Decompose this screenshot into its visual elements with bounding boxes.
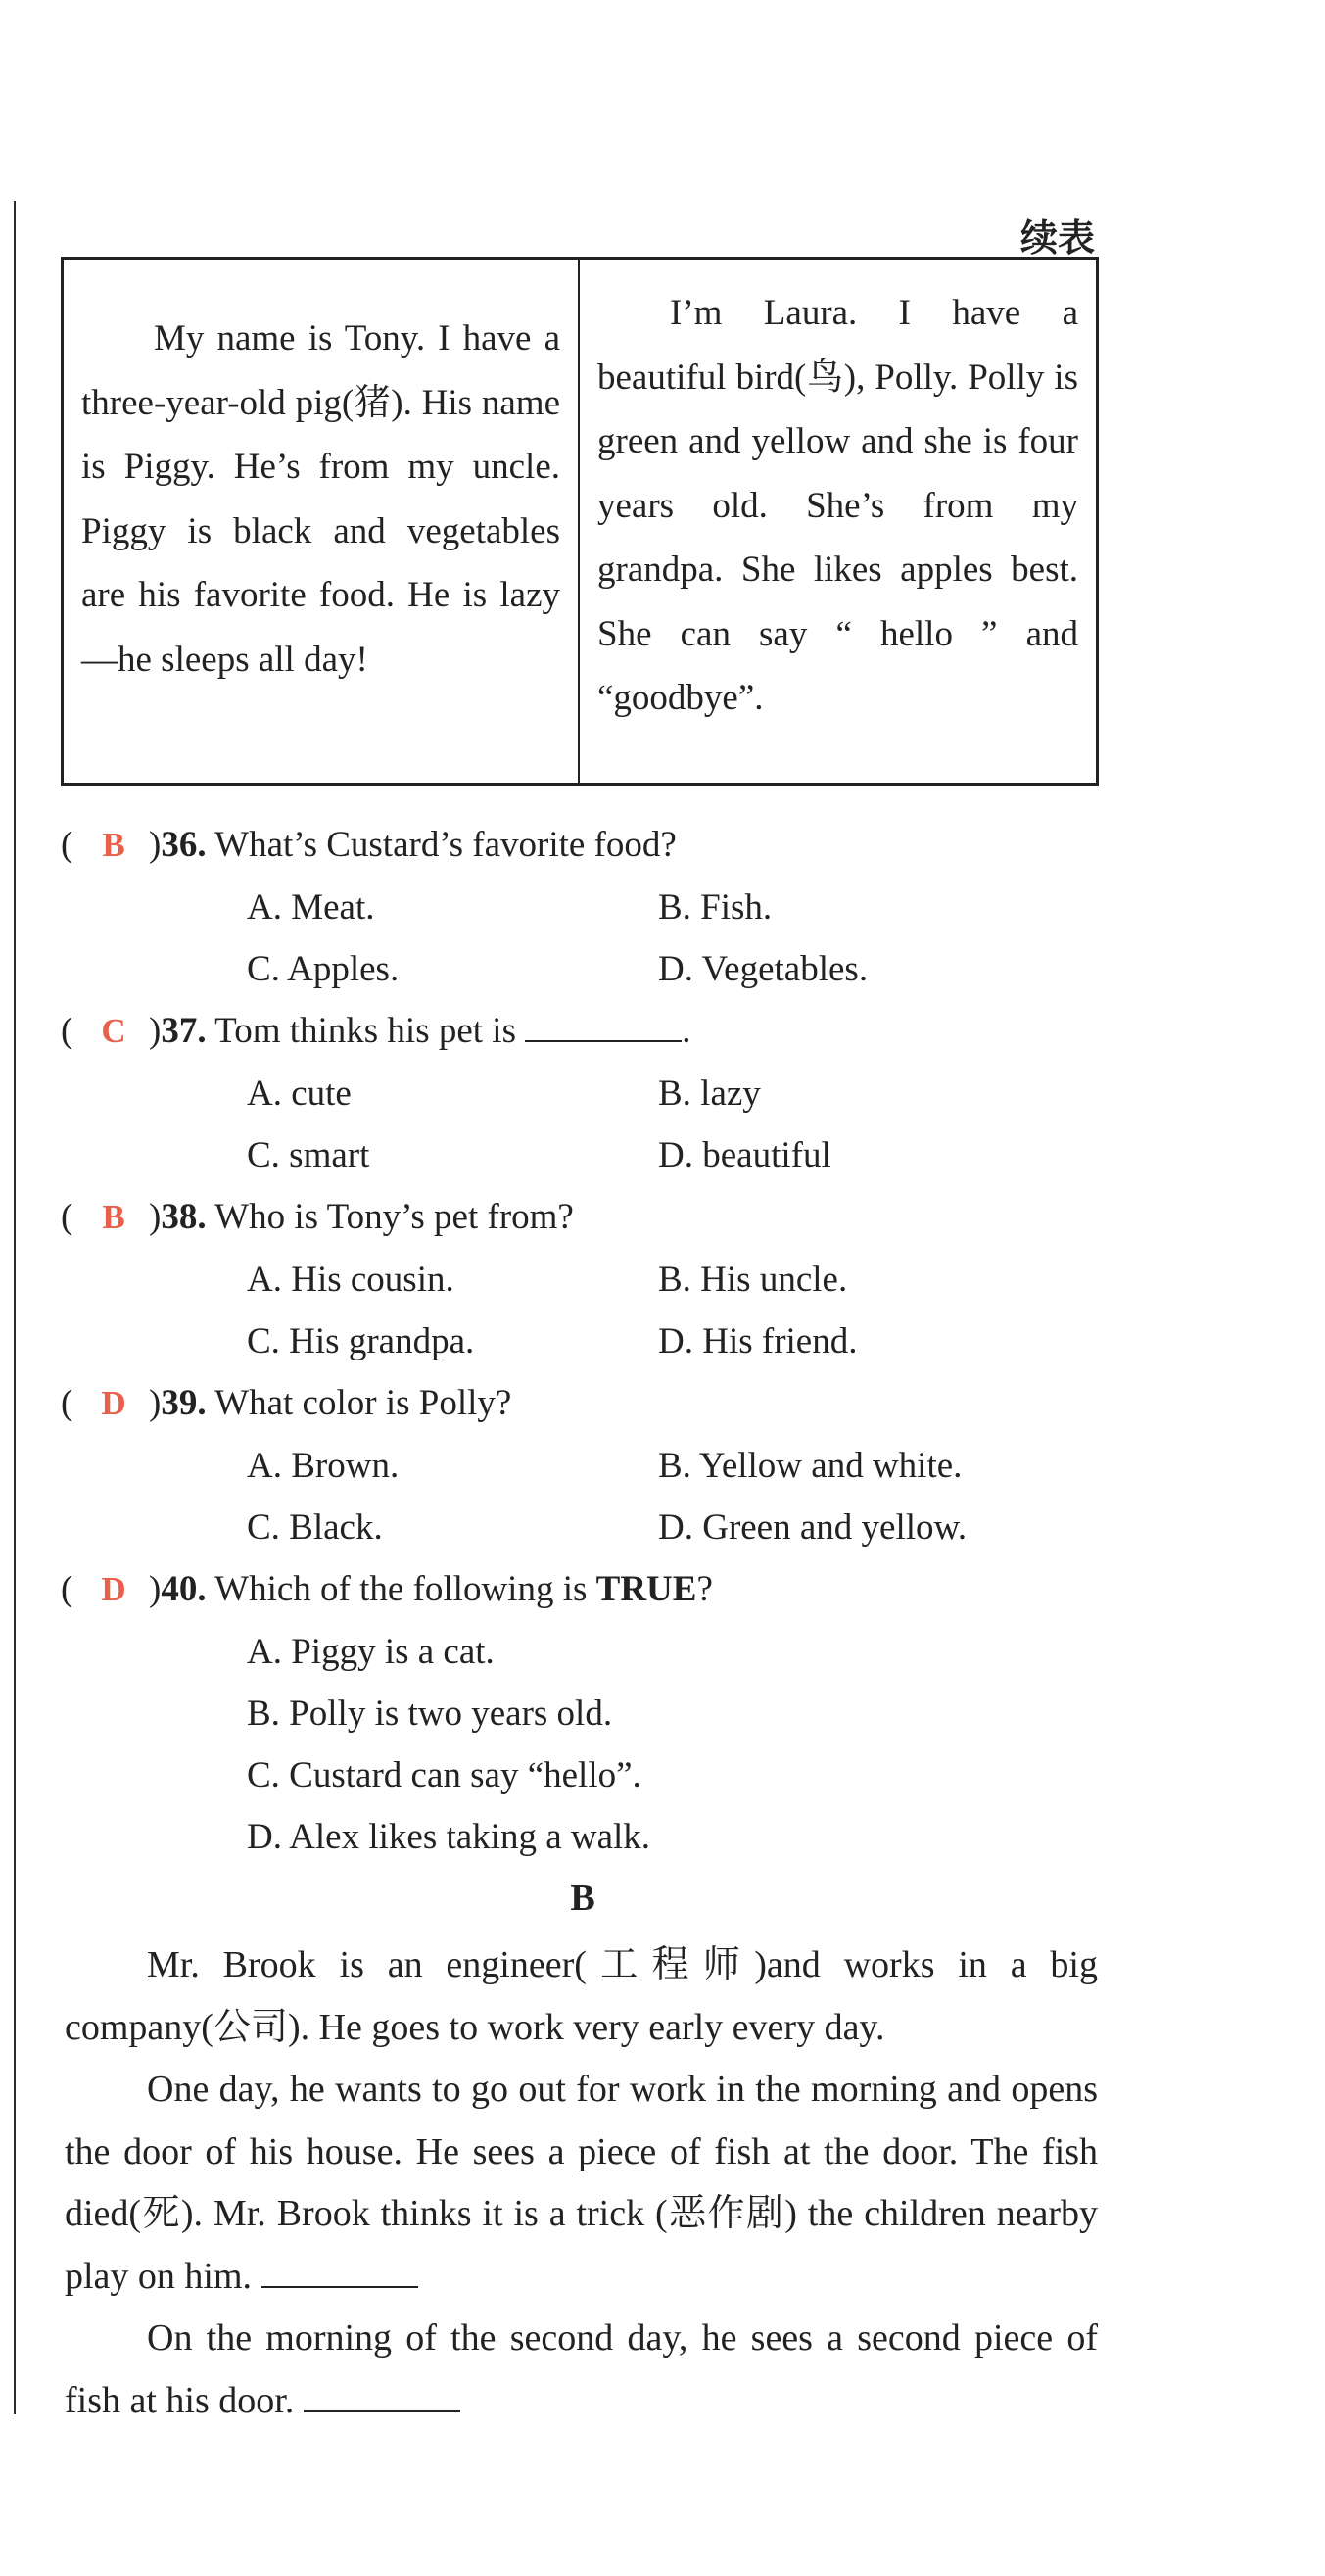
question-number: 38. <box>161 1197 207 1237</box>
option-38-b: B. His uncle. <box>658 1260 848 1300</box>
answer-blank <box>525 1011 682 1042</box>
question-text-end: . <box>682 1011 691 1051</box>
passage-tony <box>64 260 580 783</box>
option-36-a: A. Meat. <box>247 887 375 928</box>
paragraph-2 <box>65 2059 1098 2308</box>
question-38: ( B )38. Who is Tony’s pet from? <box>61 1193 574 1242</box>
paragraph-2-text: One day, he wants to go out for work in the morning and opens the door of his house. He sees a piece of fish at the door. The fish died(死). Mr. Brook thinks it is a trick (恶作剧) the children nearby play on him. <box>65 2069 1098 2297</box>
passage-tony-text: My name is Tony. I have a three-year-old pig(猪). His name is Piggy. He’s from my uncle. Piggy is black and vegetables are his favorite food. He is lazy—he sleeps all day! <box>81 318 560 680</box>
section-b-title: B <box>570 1878 595 1919</box>
question-number: 37. <box>161 1011 207 1051</box>
answer-38: B <box>102 1198 125 1236</box>
continued-label: 续表 <box>1019 216 1095 260</box>
question-text: What’s Custard’s favorite food? <box>214 825 677 865</box>
question-number: 36. <box>161 825 207 865</box>
option-39-d: D. Green and yellow. <box>658 1507 968 1548</box>
paragraph-3 <box>65 2308 1098 2432</box>
option-37-a: A. cute <box>247 1073 352 1114</box>
option-40-c: C. Custard can say “hello”. <box>247 1755 641 1795</box>
paragraph-1-text: Mr. Brook is an engineer(工程师)and works in a big company(公司). He goes to work very early every day. <box>65 1944 1098 2048</box>
question-36: ( B )36. What’s Custard’s favorite food? <box>61 821 677 870</box>
answer-37: C <box>101 1012 126 1050</box>
option-40-b: B. Polly is two years old. <box>247 1693 613 1734</box>
paragraph-3-text: On the morning of the second day, he sees a second piece of fish at his door. <box>65 2317 1098 2421</box>
question-39: ( D )39. What color is Polly? <box>61 1379 511 1428</box>
option-39-c: C. Black. <box>247 1507 383 1548</box>
option-38-c: C. His grandpa. <box>247 1321 475 1361</box>
option-40-d: D. Alex likes taking a walk. <box>247 1817 651 1857</box>
option-37-b: B. lazy <box>658 1073 761 1114</box>
option-38-d: D. His friend. <box>658 1321 858 1361</box>
question-number: 40. <box>161 1569 207 1609</box>
option-36-c: C. Apples. <box>247 949 400 989</box>
option-37-d: D. beautiful <box>658 1135 831 1175</box>
option-40-a: A. Piggy is a cat. <box>247 1632 495 1672</box>
margin-line <box>14 201 16 2414</box>
option-37-c: C. smart <box>247 1135 370 1175</box>
passage-laura-text: I’m Laura. I have a beautiful bird(鸟), Polly. Polly is green and yellow and she is four years old. She’s from my grandpa. She likes apples best. She can say “ hello ” and “goodbye”. <box>597 293 1078 718</box>
question-37: ( C )37. Tom thinks his pet is . <box>61 1007 691 1056</box>
answer-36: B <box>102 826 125 864</box>
question-text-bold: TRUE <box>595 1569 697 1609</box>
option-36-b: B. Fish. <box>658 887 773 928</box>
question-text: Who is Tony’s pet from? <box>214 1197 574 1237</box>
answer-blank <box>261 2257 418 2288</box>
option-36-d: D. Vegetables. <box>658 949 869 989</box>
passage-laura <box>580 260 1096 783</box>
option-39-b: B. Yellow and white. <box>658 1446 963 1486</box>
question-text: Which of the following is <box>214 1569 588 1609</box>
passage-table <box>61 257 1099 786</box>
option-39-a: A. Brown. <box>247 1446 400 1486</box>
answer-39: D <box>101 1384 126 1422</box>
question-text-end: ? <box>696 1569 713 1609</box>
question-number: 39. <box>161 1383 207 1423</box>
question-text: What color is Polly? <box>214 1383 512 1423</box>
answer-40: D <box>101 1570 126 1608</box>
paragraph-1 <box>65 1934 1098 2059</box>
option-38-a: A. His cousin. <box>247 1260 454 1300</box>
question-40: ( D )40. Which of the following is TRUE? <box>61 1565 713 1614</box>
answer-blank <box>304 2381 460 2412</box>
question-text: Tom thinks his pet is <box>214 1011 516 1051</box>
